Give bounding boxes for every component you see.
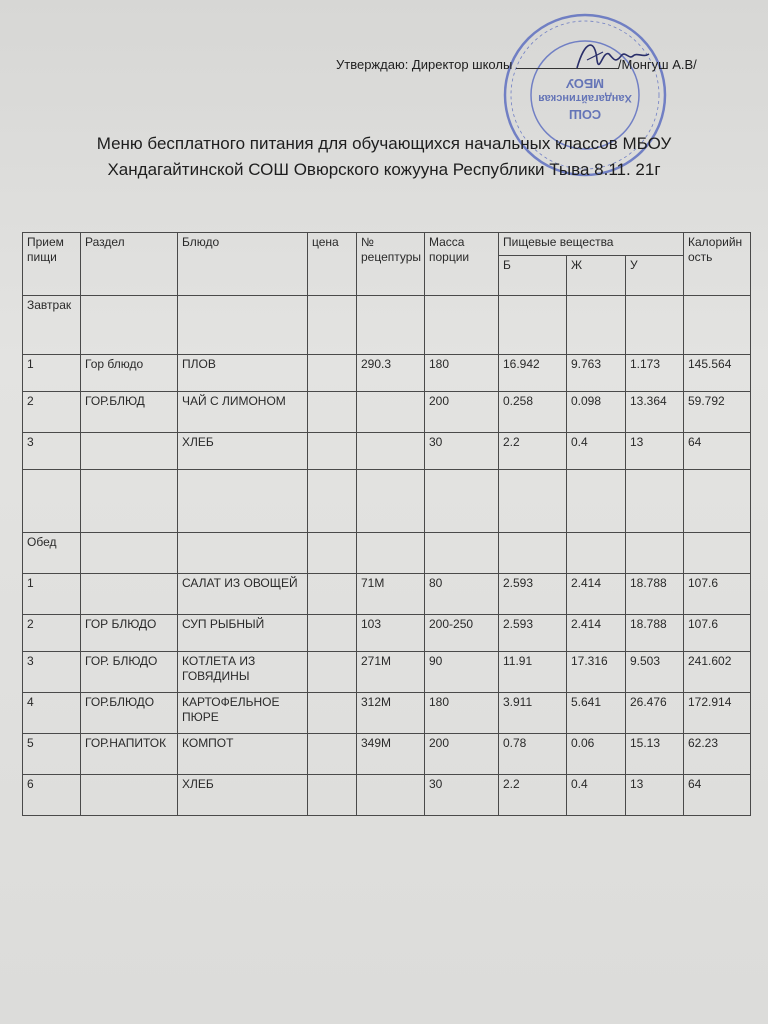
stamp-text-2: Хандагайтинская <box>538 92 632 104</box>
header-nutrients: Пищевые вещества <box>499 233 684 256</box>
cell-carbs: 18.788 <box>626 615 684 652</box>
cell-section: ГОР.НАПИТОК <box>81 734 178 775</box>
cell-carbs: 18.788 <box>626 574 684 615</box>
cell-num: 6 <box>23 775 81 816</box>
cell-section: ГОР. БЛЮДО <box>81 652 178 693</box>
cell-portion: 200 <box>425 734 499 775</box>
cell-dish: САЛАТ ИЗ ОВОЩЕЙ <box>178 574 308 615</box>
cell-section: ГОР БЛЮДО <box>81 615 178 652</box>
cell-dish: КОМПОТ <box>178 734 308 775</box>
cell-calories: 241.602 <box>684 652 751 693</box>
cell-fat: 0.06 <box>567 734 626 775</box>
cell-carbs: 13.364 <box>626 392 684 433</box>
cell-num: 3 <box>23 433 81 470</box>
table-row <box>23 652 751 693</box>
header-portion: Масса порции <box>425 233 499 296</box>
cell-price <box>308 775 357 816</box>
cell-num: 5 <box>23 734 81 775</box>
table-row <box>23 433 751 470</box>
cell-calories: 107.6 <box>684 574 751 615</box>
menu-title-line1: Меню бесплатного питания для обучающихся начальных классов МБОУ <box>96 134 672 153</box>
table-row <box>23 734 751 775</box>
director-signature <box>573 30 653 80</box>
cell-num: 4 <box>23 693 81 734</box>
cell-protein: 2.593 <box>499 574 567 615</box>
cell-section: Гор блюдо <box>81 355 178 392</box>
header-price: цена <box>308 233 357 296</box>
lunch-label: Обед <box>23 533 81 574</box>
cell-num: 1 <box>23 355 81 392</box>
cell-carbs: 15.13 <box>626 734 684 775</box>
cell-carbs: 13 <box>626 775 684 816</box>
cell-calories: 62.23 <box>684 734 751 775</box>
cell-fat: 2.414 <box>567 615 626 652</box>
cell-portion: 200 <box>425 392 499 433</box>
header-calories: Калорийность <box>684 233 751 296</box>
cell-num: 3 <box>23 652 81 693</box>
cell-portion: 180 <box>425 693 499 734</box>
cell-num: 2 <box>23 615 81 652</box>
cell-protein: 0.258 <box>499 392 567 433</box>
cell-recipe: 349М <box>357 734 425 775</box>
cell-price <box>308 652 357 693</box>
cell-dish: ХЛЕБ <box>178 433 308 470</box>
stamp-text-1: МБОУ <box>565 76 605 91</box>
cell-recipe: 312М <box>357 693 425 734</box>
approval-line <box>336 57 697 72</box>
cell-num: 1 <box>23 574 81 615</box>
cell-fat: 5.641 <box>567 693 626 734</box>
cell-price <box>308 734 357 775</box>
cell-carbs: 9.503 <box>626 652 684 693</box>
cell-calories: 59.792 <box>684 392 751 433</box>
cell-calories: 64 <box>684 433 751 470</box>
cell-protein: 16.942 <box>499 355 567 392</box>
cell-recipe <box>357 392 425 433</box>
cell-protein: 0.78 <box>499 734 567 775</box>
cell-price <box>308 615 357 652</box>
cell-price <box>308 574 357 615</box>
menu-title-line2: Хандагайтинской СОШ Овюрского кожууна Республики Тыва 8.11. 21г <box>107 160 661 179</box>
cell-portion: 80 <box>425 574 499 615</box>
table-row <box>23 693 751 734</box>
table-row <box>23 392 751 433</box>
cell-recipe: 271М <box>357 652 425 693</box>
cell-fat: 0.4 <box>567 775 626 816</box>
table-header-row <box>23 233 751 256</box>
cell-fat: 2.414 <box>567 574 626 615</box>
header-protein: Б <box>499 256 567 296</box>
breakfast-section-row <box>23 296 751 355</box>
cell-recipe <box>357 433 425 470</box>
table-row <box>23 615 751 652</box>
cell-section <box>81 775 178 816</box>
menu-table <box>22 232 751 816</box>
cell-carbs: 13 <box>626 433 684 470</box>
cell-section: ГОР.БЛЮДО <box>81 693 178 734</box>
cell-dish: КОТЛЕТА ИЗ ГОВЯДИНЫ <box>178 652 308 693</box>
cell-section <box>81 574 178 615</box>
header-fat: Ж <box>567 256 626 296</box>
cell-price <box>308 433 357 470</box>
cell-portion: 200-250 <box>425 615 499 652</box>
cell-recipe: 290.3 <box>357 355 425 392</box>
cell-dish: ЧАЙ С ЛИМОНОМ <box>178 392 308 433</box>
cell-calories: 172.914 <box>684 693 751 734</box>
cell-num: 2 <box>23 392 81 433</box>
cell-protein: 2.2 <box>499 775 567 816</box>
cell-calories: 64 <box>684 775 751 816</box>
cell-price <box>308 355 357 392</box>
cell-fat: 17.316 <box>567 652 626 693</box>
cell-portion: 90 <box>425 652 499 693</box>
approval-label: Утверждаю: Директор школы <box>336 57 513 72</box>
empty-row <box>23 470 751 533</box>
cell-portion: 30 <box>425 433 499 470</box>
table-row <box>23 574 751 615</box>
cell-portion: 180 <box>425 355 499 392</box>
table-row <box>23 775 751 816</box>
signature-line <box>516 58 618 69</box>
cell-fat: 0.098 <box>567 392 626 433</box>
cell-fat: 0.4 <box>567 433 626 470</box>
cell-section: ГОР.БЛЮД <box>81 392 178 433</box>
cell-recipe <box>357 775 425 816</box>
cell-price <box>308 693 357 734</box>
cell-price <box>308 392 357 433</box>
cell-protein: 2.593 <box>499 615 567 652</box>
lunch-section-row <box>23 533 751 574</box>
header-section: Раздел <box>81 233 178 296</box>
cell-carbs: 1.173 <box>626 355 684 392</box>
header-carbs: У <box>626 256 684 296</box>
cell-protein: 11.91 <box>499 652 567 693</box>
breakfast-label: Завтрак <box>23 296 81 355</box>
header-dish: Блюдо <box>178 233 308 296</box>
table-row <box>23 355 751 392</box>
stamp-text-3: СОШ <box>568 107 602 122</box>
cell-section <box>81 433 178 470</box>
cell-fat: 9.763 <box>567 355 626 392</box>
cell-carbs: 26.476 <box>626 693 684 734</box>
cell-dish: СУП РЫБНЫЙ <box>178 615 308 652</box>
approval-name: /Монгуш А.В/ <box>617 57 697 72</box>
cell-dish: ХЛЕБ <box>178 775 308 816</box>
cell-recipe: 71М <box>357 574 425 615</box>
cell-calories: 107.6 <box>684 615 751 652</box>
cell-portion: 30 <box>425 775 499 816</box>
cell-protein: 3.911 <box>499 693 567 734</box>
cell-protein: 2.2 <box>499 433 567 470</box>
cell-recipe: 103 <box>357 615 425 652</box>
cell-calories: 145.564 <box>684 355 751 392</box>
cell-dish: ПЛОВ <box>178 355 308 392</box>
header-recipe: № рецептуры <box>357 233 425 296</box>
header-meal: Прием пищи <box>23 233 81 296</box>
cell-dish: КАРТОФЕЛЬНОЕ ПЮРЕ <box>178 693 308 734</box>
